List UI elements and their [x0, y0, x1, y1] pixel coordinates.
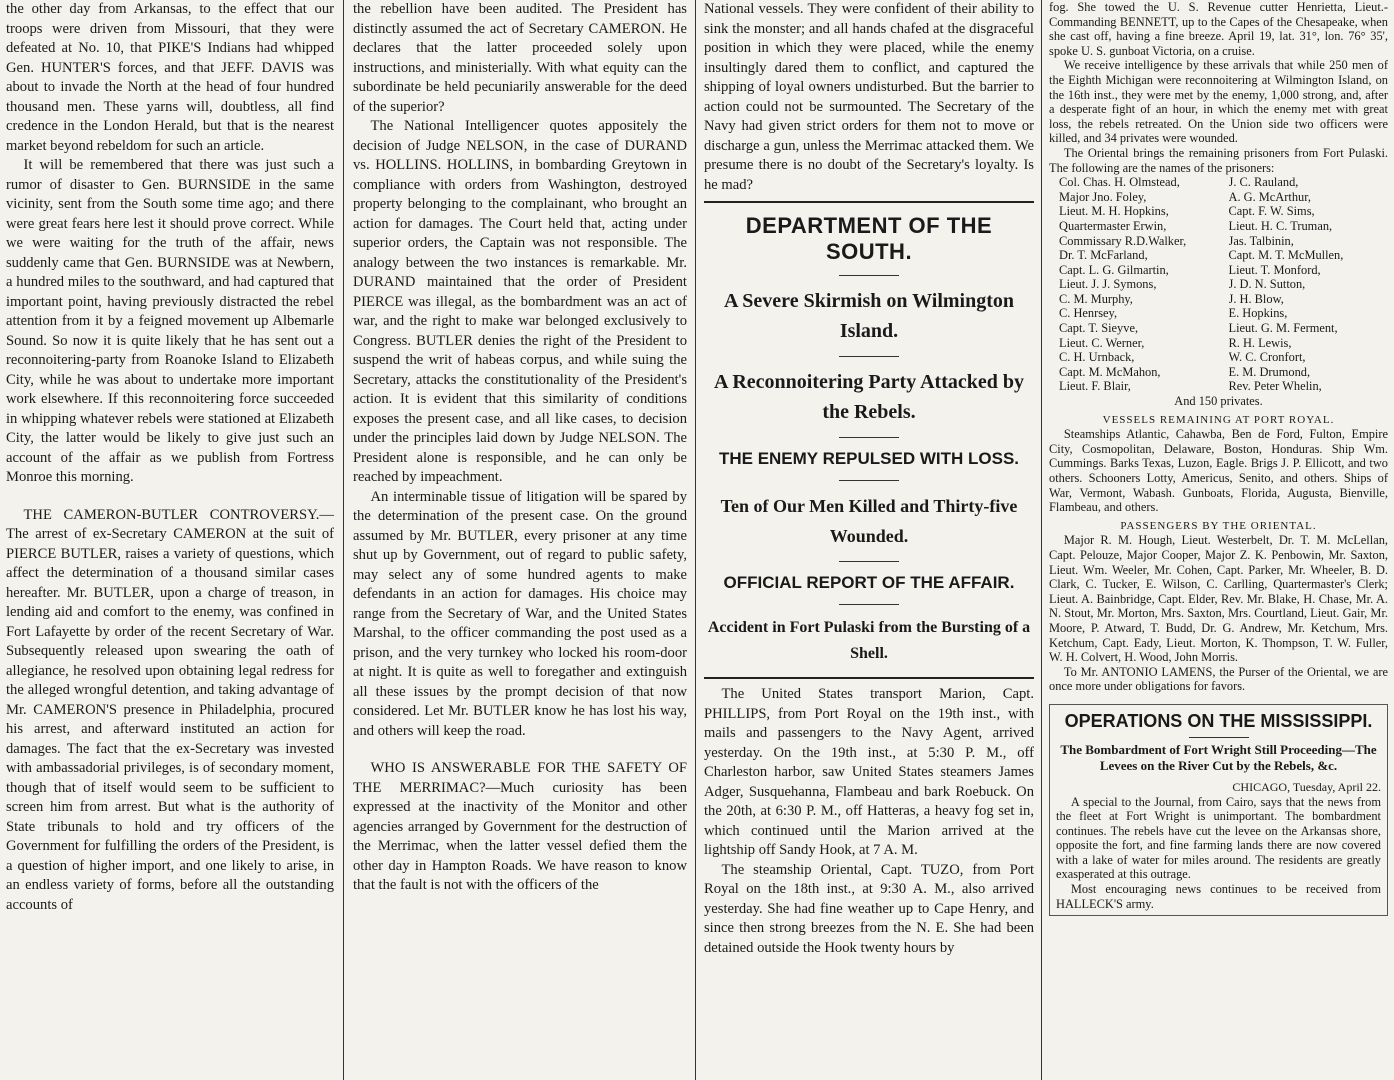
prisoner-name: Capt. M. T. McMullen,	[1228, 248, 1344, 263]
article-body: —The arrest of ex-Secretary CAMERON at the suit of PIERCE BUTLER, raises a variety of questions, which affect the determination of a thousand similar cases hereafter. Mr. BUTLER, upon a charge of treason, in lending aid and comfort to the enemy, was confined in Fort Lafayette by order of the recent Secretary of War. Subsequently released upon swearing the oath of allegiance, he resolved upon obtaining legal redress for the alleged wrongful detention, and taking advantage of Mr. CAMERON'S presence in Philadelphia, procured his arrest, and afterward instituted an action for damages. The fact that the ex-Secretary was invested with ambassadorial privileges, is of secondary moment, though that of itself would seem to be sufficient to screen him from arrest. But what is the authority of State tribunals to hold and try officers of the Government for fulfilling the orders of the President, is a question of higher import, and one likely to arise, in an endless variety of forms, before all the outstanding accounts of	[6, 506, 334, 913]
prisoner-name: Lieut. C. Werner,	[1059, 335, 1145, 350]
prisoner-name: Col. Chas. H. Olmstead,	[1059, 175, 1180, 190]
prisoner-name: Dr. T. McFarland,	[1059, 248, 1148, 263]
prisoner-name: A. G. McArthur,	[1228, 189, 1311, 204]
prisoner-column-right	[1229, 175, 1389, 394]
headline-block	[704, 201, 1034, 679]
paragraph: Major R. M. Hough, Lieut. Westerbelt, Dr. T. M. McLellan, Capt. Pelouze, Major Cooper, Major Z. K. Penbowin, Mr. Saxton, Lieut. Wm. Weeler, Mr. Cohen, Capt. Parker, Mr. Wheeler, B. D. Clark, C. Tucker, E. Wilson, C. Carlling, Quartermaster's Clerk; Lieut. A. Bainbridge, Capt. Elder, Rev. Mr. Blake, H. Chase, Mr. A. N. Stout, Mr. Morton, Mrs. Saxton, Mrs. Courtland, Lieut. Gair, Mr. Moore, P. Atward, T. Budd, Dr. G. Andrew, Mr. Ketchum, Mrs. Ketchum, Capt. Eady, Lieut. Morton, K. Thompson, T. W. Fuller, W. H. Colvert, H. Wood, John Morris.	[1049, 533, 1388, 665]
section-subhead: VESSELS REMAINING AT PORT ROYAL.	[1102, 413, 1335, 426]
prisoner-name: Capt. M. McMahon,	[1059, 364, 1161, 379]
headline: THE ENEMY REPULSED WITH LOSS.	[718, 449, 1020, 468]
prisoner-name: E. M. Drumond,	[1228, 364, 1311, 379]
prisoner-name: Lieut. T. Monford,	[1228, 262, 1321, 277]
paragraph: Most encouraging news continues to be received from HALLECK'S army.	[1056, 882, 1381, 911]
column-rule	[343, 0, 344, 1080]
column-3	[698, 0, 1040, 1080]
paragraph: The United States transport Marion, Capt. PHILLIPS, from Port Royal on the 19th inst., with mails and passengers to the Navy Agent, arrived yesterday. On the 19th inst., at 5:30 P. M., off Charleston harbor, saw United States steamers James Adger, Susquehanna, Flambeau and bark Roebuck. On the 20th, at 6:30 P. M., off Hatteras, a heavy fog set in, which continued until the Marion arrived at the lightship off Sandy Hook, at 7 A. M.	[704, 686, 1034, 858]
prisoner-name: Rev. Peter Whelin,	[1228, 379, 1322, 394]
prisoner-name: C. H. Urnback,	[1059, 350, 1135, 365]
prisoner-name: C. M. Murphy,	[1059, 291, 1133, 306]
paragraph: We receive intelligence by these arrivals that while 250 men of the Eighth Michigan were reconnoitering at Wilmington Island, on the 16th inst., they were met by the enemy, 1,000 strong, and, after a desperate fight of an hour, in which the enemy met with great loss, the rebels retreated. On the Union side two officers were killed, and 34 privates were wounded.	[1049, 58, 1388, 146]
paragraph: Steamships Atlantic, Cahawba, Ben de Ford, Fulton, Empire City, Cosmopolitan, Delaware, Boston, Honduras. Ship Wm. Cummings. Barks Texas, Luzon, Eagle. Brigs J. P. Ellicott, and two others. Schooners Lotty, Americus, Senito, and others. Ships of War, Vermont, Wabash. Gunboats, Florida, Augusta, Bienville, Flambeau, and others.	[1049, 427, 1388, 515]
article-lead: WHO IS ANSWERABLE FOR THE SAFETY OF THE MERRIMAC?	[353, 760, 687, 796]
prisoner-name: J. C. Rauland,	[1228, 175, 1299, 190]
paragraph: the other day from Arkansas, to the effect that our troops were driven from Missouri, that they were defeated at No. 10, that PIKE'S Indians had whipped Gen. HUNTER'S forces, and that JEFF. DAVIS was about to invade the North at the head of four hundred thousand men. These yarns will, doubtless, all find credence in the London Herald, but that is the nearest market beyond rebeldom for such an article.	[6, 1, 334, 154]
paragraph: The Oriental brings the remaining prisoners from Fort Pulaski. The following are the names of the prisoners:	[1049, 145, 1388, 175]
prisoner-name: Lieut. M. H. Hopkins,	[1059, 204, 1169, 219]
paragraph	[6, 506, 334, 916]
prisoner-name: Lieut. H. C. Truman,	[1228, 218, 1333, 233]
dateline: CHICAGO, Tuesday, April 22.	[1232, 779, 1381, 794]
paragraph: the rebellion have been audited. The President has distinctly assumed the act of Secretary CAMERON. He declares that the latter proceeded solely upon instructions, and ministerially. With what equity can the subordinate be held pecuniarily answerable for the deed of the superior?	[353, 1, 687, 115]
clipping-box	[1049, 704, 1388, 916]
prisoner-column-left	[1059, 175, 1219, 394]
prisoner-name: R. H. Lewis,	[1228, 335, 1292, 350]
prisoner-tail: And 150 privates.	[1174, 394, 1263, 409]
paragraph	[353, 759, 687, 896]
paragraph: A special to the Journal, from Cairo, says that the news from the fleet at Fort Wright is unimportant. The bombardment continues. The rebels have cut the levee on the Arkansas shore, opposite the fort, and fine farming lands there are now covered with a lake of water for miles around. The residents are greatly exasperated at this outrage.	[1056, 794, 1381, 882]
paragraph: fog. She towed the U. S. Revenue cutter Henrietta, Lieut.-Commanding BENNETT, up to the Capes of the Chesapeake, when she cast off, having a fine breeze. April 19, lat. 31°, lon. 76° 35', spoke U. S. gunboat Victoria, on a cruise.	[1049, 0, 1388, 58]
prisoner-name: Commissary R.D.Walker,	[1059, 233, 1187, 248]
headline: A Reconnoitering Party Attacked by the Rebels.	[714, 371, 1024, 423]
headline: DEPARTMENT OF THE SOUTH.	[745, 213, 993, 264]
paragraph: To Mr. ANTONIO LAMENS, the Purser of the Oriental, we are once more under obligations for favors.	[1049, 664, 1388, 694]
paragraph: National vessels. They were confident of their ability to sink the monster; and all hands chafed at the disgraceful position in which they were placed, while the enemy insultingly dared them to conflict, and captured the shipping of loyal owners undisturbed. But the barrier to action could not be surmounted. The Secretary of the Navy had given strict orders for them not to move or discharge a gun, unless the Merrimac attacked them. We presume there is no doubt of the Secretary's loyalty. Is he mad?	[704, 1, 1034, 193]
headline: Ten of Our Men Killed and Thirty-five Wounded.	[720, 496, 1018, 546]
article-lead: THE CAMERON-BUTLER CONTROVERSY.	[23, 506, 320, 523]
column-rule	[1041, 0, 1042, 1080]
prisoner-name: Capt. T. Sieyve,	[1059, 321, 1139, 336]
section-subhead: PASSENGERS BY THE ORIENTAL.	[1120, 519, 1317, 532]
prisoner-name: Quartermaster Erwin,	[1059, 218, 1167, 233]
headline: A Severe Skirmish on Wilmington Island.	[723, 290, 1015, 342]
column-rule	[695, 0, 696, 1080]
headline: Accident in Fort Pulaski from the Bursting of a Shell.	[707, 619, 1031, 662]
prisoner-name: Lieut. G. M. Ferment,	[1228, 321, 1338, 336]
paragraph: The steamship Oriental, Capt. TUZO, from Port Royal on the 18th inst., at 9:30 A. M., also arrived yesterday. She had fine weather up to Cape Henry, and since then strong breezes from the N. E. She had been detained outside the Hook twenty hours by	[704, 861, 1034, 956]
prisoner-name: E. Hopkins,	[1228, 306, 1288, 321]
subheadline: The Bombardment of Fort Wright Still Proceeding—The Levees on the River Cut by the Rebels, &c.	[1060, 741, 1377, 773]
prisoner-name: Capt. F. W. Sims,	[1228, 204, 1315, 219]
prisoner-name: J. H. Blow,	[1228, 291, 1284, 306]
prisoner-name: Lieut. F. Blair,	[1059, 379, 1131, 394]
prisoner-list	[1059, 175, 1388, 394]
prisoner-name: Jas. Talbinin,	[1228, 233, 1294, 248]
column-4	[1043, 0, 1394, 1080]
prisoner-name: J. D. N. Sutton,	[1228, 277, 1306, 292]
paragraph: An interminable tissue of litigation will be spared by the determination of the present case. On the ground assumed by Mr. BUTLER, every prisoner at any time shut up by Government, out of regard to public safety, may select any of some hundred agents to make defendants in an action for damages. His choice may range from the Secretary of War, and the United States Marshal, to the officer commanding the post used as a prison, and the very turnkey who locked his room-door at night. It is quite as well to foregather and extinguish all these issues by the prompt decision of that now considered. Let Mr. BUTLER know he has lost his way, and others will keep the road.	[353, 488, 687, 739]
prisoner-name: W. C. Cronfort,	[1228, 350, 1306, 365]
prisoner-name: Lieut. J. J. Symons,	[1059, 277, 1157, 292]
column-1	[0, 0, 340, 1080]
prisoner-name: Major Jno. Foley,	[1059, 189, 1147, 204]
article-body: —Much curiosity has been expressed at the inactivity of the Monitor and other agencies arranged by Government for the destruction of the Merrimac, when the latter vessel defied them the other day in Hampton Roads. We have reason to know that the fault is not with the officers of the	[353, 779, 687, 893]
prisoner-name: Capt. L. G. Gilmartin,	[1059, 262, 1169, 277]
prisoner-name: C. Henrsey,	[1059, 306, 1118, 321]
paragraph: The National Intelligencer quotes appositely the decision of Judge NELSON, in the case of DURAND vs. HOLLINS. HOLLINS, in bombarding Greytown in compliance with orders from Washington, destroyed property belonging to the complainant, who brought an action for damages. The Court held that, acting under superior orders, the Captain was not responsible. The analogy between the two instances is remarkable. Mr. DURAND maintained that the order of President PIERCE was illegal, as the bombardment was an act of war, and the right to make war belonged exclusively to Congress. BUTLER denies the right of the President to suspend the writ of habeas corpus, and while suing the Secretary, attacks the constitutionality of the President's action. It is evident that this similarity of conditions exposes the present case, and all like cases, to decision under the principles laid down by Judge NELSON. The President alone is responsible, and he can only be reached by impeachment.	[353, 118, 687, 485]
column-2	[347, 0, 693, 1080]
headline: OPERATIONS ON THE MISSISSIPPI.	[1064, 710, 1373, 731]
headline: OFFICIAL REPORT OF THE AFFAIR.	[723, 573, 1015, 592]
paragraph: It will be remembered that there was just such a rumor of disaster to Gen. BURNSIDE in the same vicinity, sent from the South some time ago; and there were great fears here lest it should prove correct. While we were waiting for the truth of the affair, news suddenly came that Gen. BURNSIDE was at Newbern, a hundred miles to the southward, and had captured that important point, having previously distracted the rebel attention from it by a feigned movement up Albemarle Sound. So now it is quite likely that he has sent out a reconnoitering-party from Roanoke Island to Elizabeth City, while he was about to undertake more important work elsewhere. If this reconnoitering force succeeded in whipping whatever rebels were stationed at Elizabeth City, the latter would be likely to give just such an account of the affair as we publish from Fortress Monroe this morning.	[6, 157, 334, 485]
